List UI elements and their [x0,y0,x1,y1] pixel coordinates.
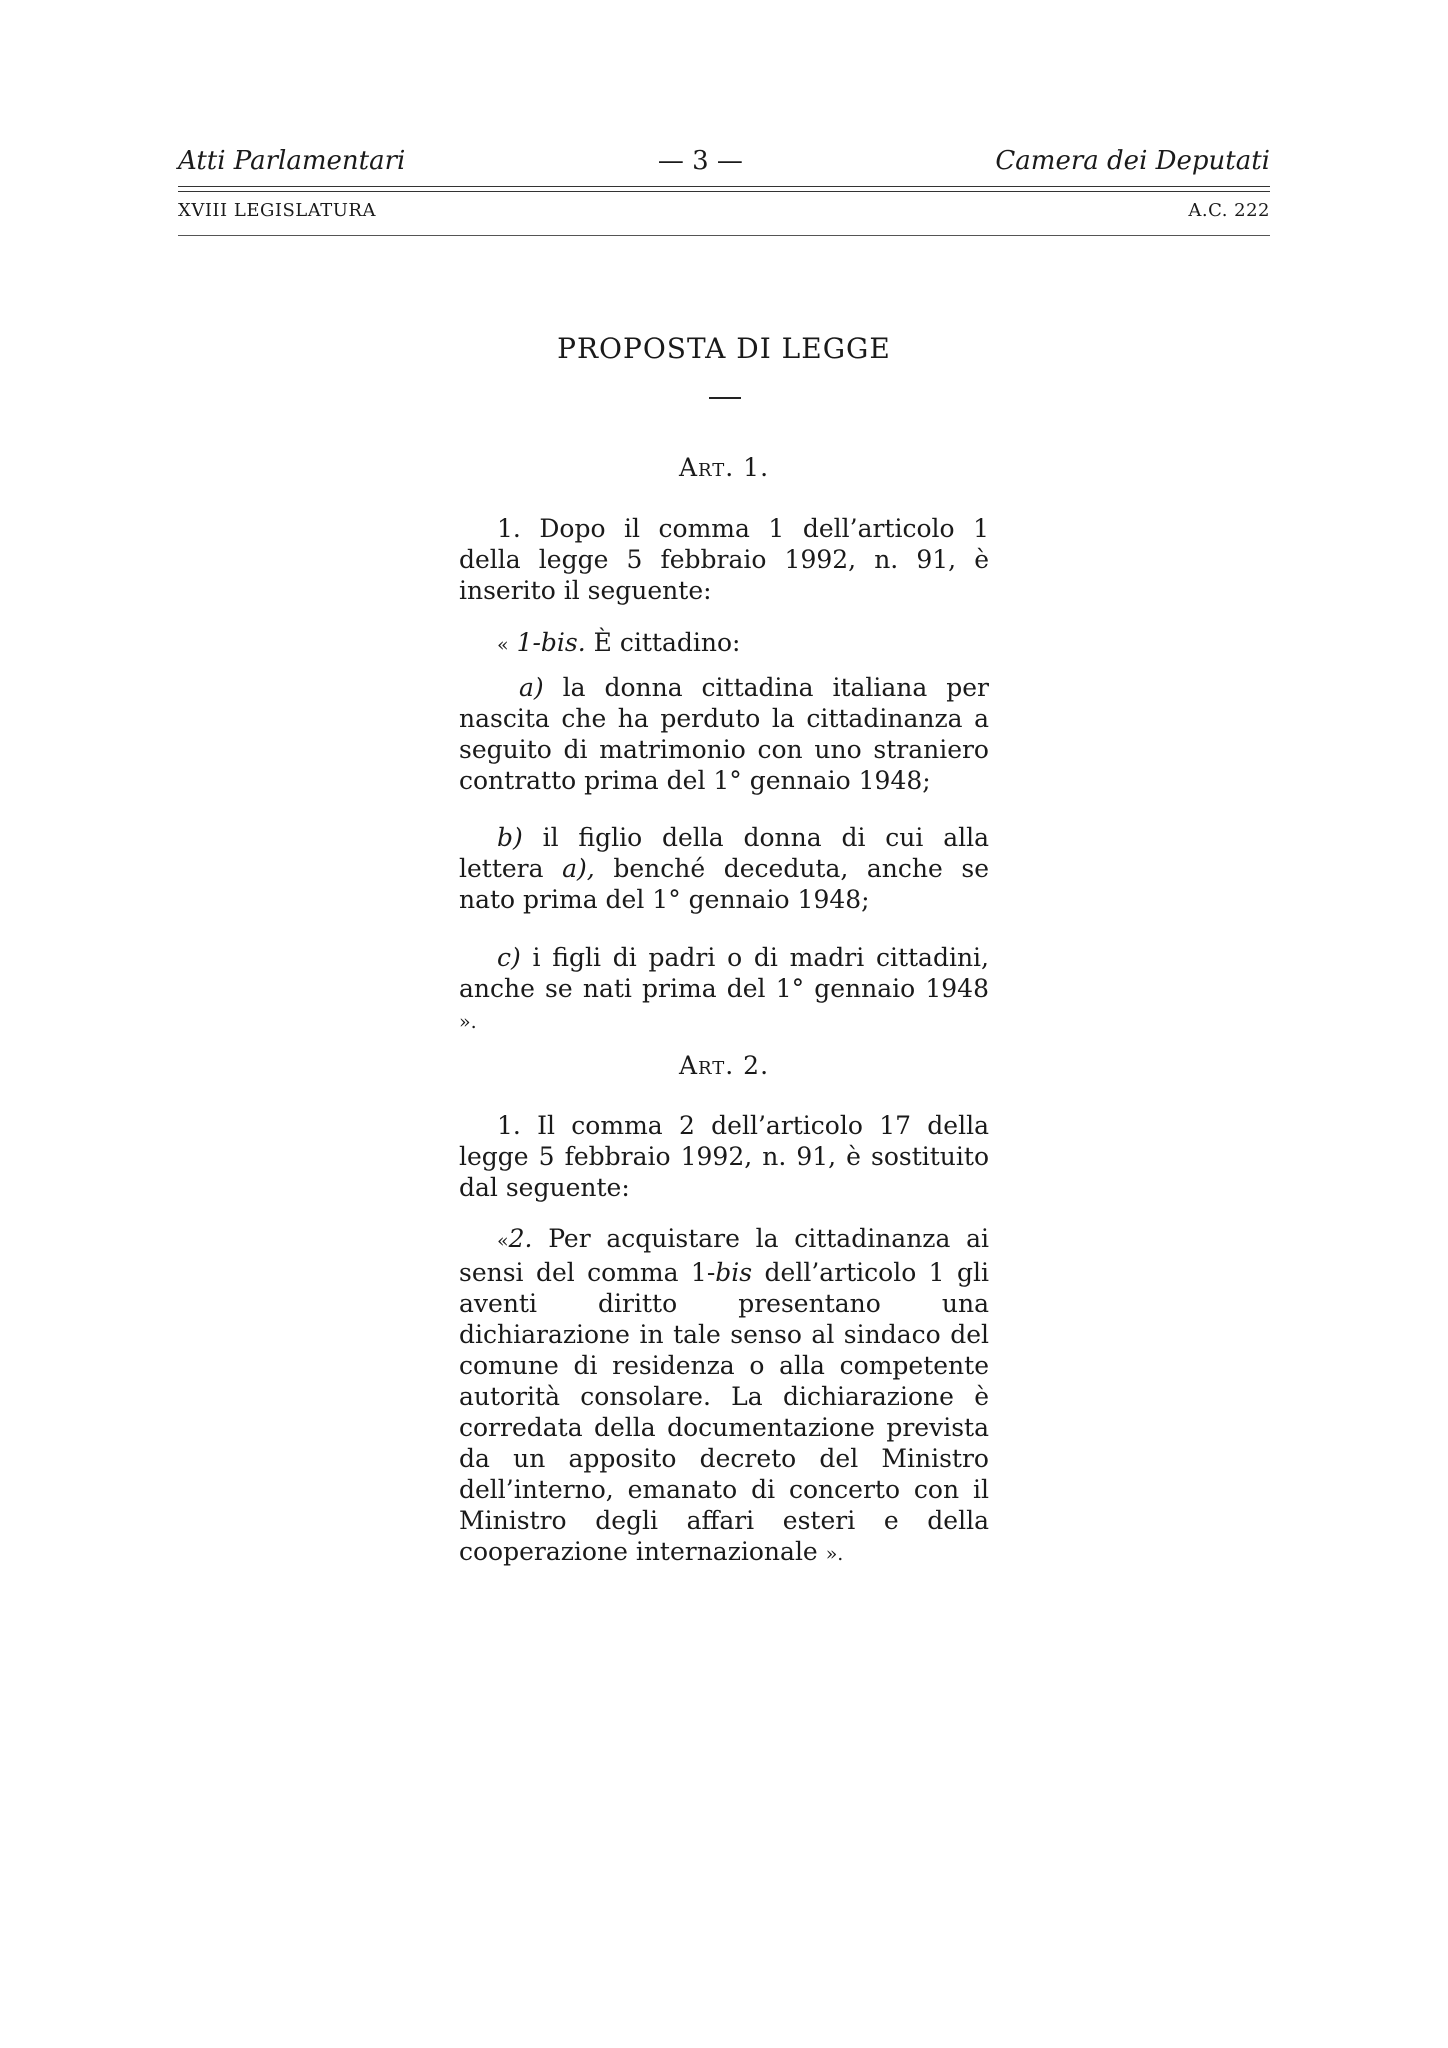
subheader-rule [178,235,1270,236]
bis-word: bis [715,1258,753,1287]
header-left: Atti Parlamentari [178,146,406,176]
letter-b [459,822,989,915]
article-2-paragraph-1: 1. Il comma 2 dell’articolo 17 della legge 5 febbraio 1992, n. 91, è sostituito dal seguente: [459,1111,989,1202]
legislature-label: XVIII LEGISLATURA [178,200,376,221]
article-1-heading: Art. 1. [678,453,770,482]
title-dash [709,397,741,399]
comma-2-text-2: dell’articolo 1 gli aventi diritto presentano una dichiarazione in tale senso al sindaco del comune di residenza o alla competente autorità consolare. La dichiarazione è corredata della documentazione prevista da un apposito decreto del Ministro dell’interno, emanato di concerto con il Ministro degli affari esteri e della cooperazione internazionale [459,1258,989,1566]
article-2 [459,1050,989,1081]
comma-2-text-1: Per acquistare la cittadinanza ai sensi del comma 1- [459,1224,989,1287]
header-rule-top [178,186,1270,187]
article-2-quote [459,1223,989,1570]
article-1-paragraph-1: 1. Dopo il comma 1 dell’articolo 1 della legge 5 febbraio 1992, n. 91, è inserito il seguente: [459,514,989,605]
letter-c-label: c) [497,943,521,972]
bis-label: 1-bis. [516,628,586,657]
letter-b-paragraph [459,822,989,915]
quote-open-2: « [497,1230,509,1252]
bis-paragraph [459,627,989,661]
header-right: Camera dei Deputati [995,146,1270,176]
letter-c [459,942,989,1038]
letter-c-paragraph [459,942,989,1038]
running-header [178,146,1270,176]
letter-b-ref: a), [562,854,595,883]
running-subheader [178,200,1270,221]
article-1-body [459,513,989,606]
article-2-body [459,1110,989,1203]
letter-c-text: i figli di padri o di madri cittadini, anche se nati prima del 1° gennaio 1948 [459,943,989,1003]
quote-close-2: ». [825,1543,844,1565]
comma-2-label: 2. [508,1224,533,1253]
letter-a-paragraph [459,672,989,796]
act-code: A.C. 222 [1188,200,1270,221]
article-2-heading: Art. 2. [678,1051,770,1080]
article-1-bis [459,627,989,661]
letter-a-label: a) [519,673,544,702]
article-2-paragraph-2 [459,1223,989,1570]
document-title: PROPOSTA DI LEGGE [557,332,891,365]
quote-open: « [497,634,509,656]
letter-a [459,672,989,796]
letter-b-text-2: benché deceduta, anche se nato prima del 1° gennaio 1948; [459,854,990,914]
article-1 [459,452,989,483]
page-number: — 3 — [657,146,743,176]
letter-a-text: la donna cittadina italiana per nascita che ha perduto la cittadinanza a seguito di matrimonio con uno straniero contratto prima del 1° gennaio 1948; [459,673,989,795]
letter-b-label: b) [497,823,523,852]
letter-b-text-1: il figlio della donna di cui alla lettera [459,823,989,883]
bis-text: È cittadino: [593,628,741,657]
header-rule-bottom [178,191,1270,192]
quote-close: ». [459,1011,477,1033]
